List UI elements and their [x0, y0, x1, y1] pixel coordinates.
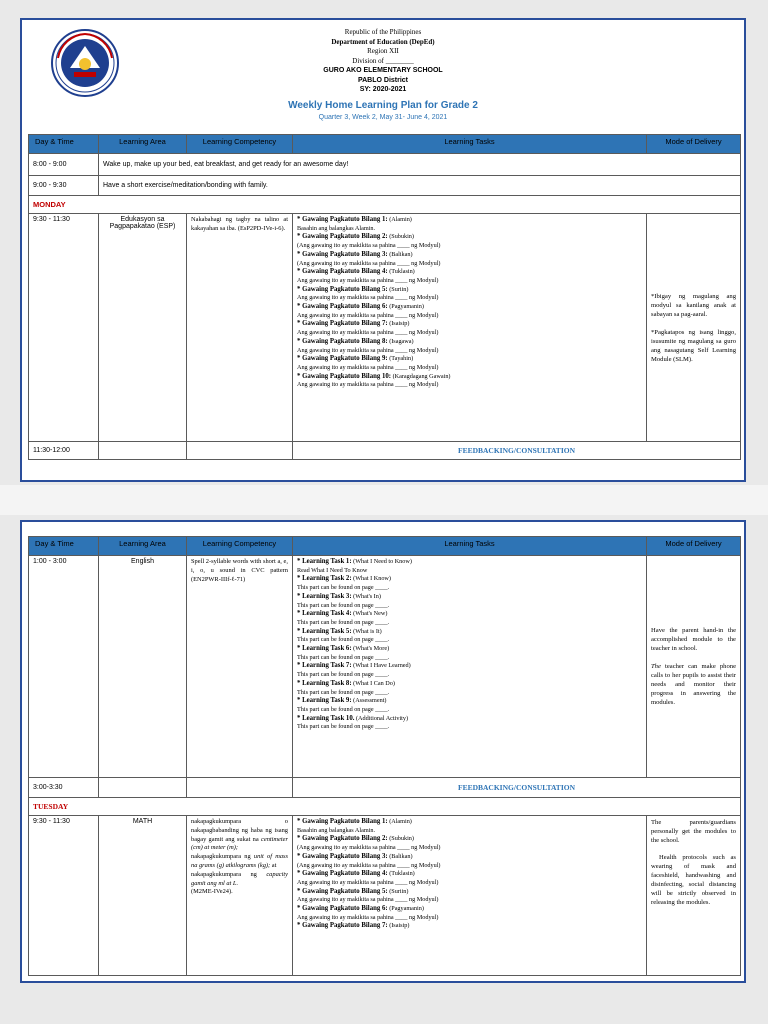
task-description: Ang gawaing ito ay makikita sa pahina ____ ng Modyul): [297, 329, 439, 337]
task-subtitle: (What's More): [351, 645, 390, 653]
republic-label: Republic of the Philippines: [344, 28, 422, 36]
row-time: 3:00-3:30: [29, 778, 99, 798]
task-title: [297, 268, 642, 277]
competency-emph: centimeter (cm) at meter (m);: [191, 835, 288, 852]
row-mode: [647, 556, 741, 778]
row-learning-area: Edukasyon sa Pagpapakatao (ESP): [99, 214, 187, 442]
task-subtitle: (Balikan): [387, 852, 413, 860]
row-learning-area: English: [99, 556, 187, 778]
task-description: This part can be found on page ____.: [297, 653, 390, 661]
task-description: Ang gawaing ito ay makikita sa pahina ____ ng Modyul): [297, 363, 439, 371]
row-tasks: [293, 214, 647, 442]
task-description: Basahin ang balangkas Alamin.: [297, 224, 376, 232]
task-subtitle: (Isagawa): [387, 337, 414, 345]
row-tasks: [293, 556, 647, 778]
task-description: Basahin ang balangkas Alamin.: [297, 826, 376, 834]
task-description: Ang gawaing ito ay makikita sa pahina ____ ng Modyul): [297, 913, 439, 921]
task-subtitle: (What is It): [351, 627, 382, 635]
task-subtitle: (Balikan): [387, 250, 413, 258]
learning-plan-table-1: [28, 134, 741, 460]
row-competency: Spell 2-syllable words with short a, e, i, o, u sound in CVC pattern (EN2PWR-IIIf-ℓ-71): [187, 556, 293, 778]
task-subtitle: (Tayahin): [387, 355, 414, 363]
task-description: This part can be found on page ____.: [297, 636, 390, 644]
task-label: * Gawaing Pagkatuto Bilang 2:: [297, 233, 388, 241]
task-description: Ang gawaing ito ay makikita sa pahina ____ ng Modyul): [297, 381, 439, 389]
task-label: * Gawaing Pagkatuto Bilang 2:: [297, 835, 388, 843]
table-row: [29, 176, 741, 196]
feedback-label: FEEDBACKING/CONSULTATION: [293, 442, 741, 460]
col-learning-area: Learning Area: [99, 537, 187, 556]
row-mode: [647, 816, 741, 976]
competency-text: at: [270, 861, 277, 869]
task-description: Ang gawaing ito ay makikita sa pahina ____ ng Modyul): [297, 276, 439, 284]
empty-cell: [187, 442, 293, 460]
task-title: [297, 373, 642, 382]
district-label: PABLO District: [357, 76, 409, 84]
day-row: [29, 798, 741, 816]
task-title: [297, 922, 642, 931]
col-day-time: Day & Time: [29, 135, 99, 154]
task-subtitle: (What I Need to Know): [351, 558, 412, 565]
table-row: [29, 816, 741, 976]
feedback-label: FEEDBACKING/CONSULTATION: [293, 778, 741, 798]
col-learning-area: Learning Area: [99, 135, 187, 154]
task-title: [297, 338, 642, 347]
task-title: [297, 575, 642, 584]
task-label: * Learning Task 7:: [297, 662, 352, 670]
task-subtitle: (Alamin): [387, 818, 412, 825]
col-day-time: Day & Time: [29, 537, 99, 556]
task-title: [297, 715, 642, 724]
task-label: * Gawaing Pagkatuto Bilang 6:: [297, 303, 388, 311]
school-name: GURO AKO ELEMENTARY SCHOOL: [323, 67, 443, 74]
task-subtitle: (What I Have Learned): [351, 662, 411, 670]
row-mode: [647, 214, 741, 442]
plan-title: Weekly Home Learning Plan for Grade 2: [288, 99, 478, 111]
task-label: * Gawaing Pagkatuto Bilang 7:: [297, 922, 388, 930]
task-title: [297, 355, 642, 364]
col-learning-competency: Learning Competency: [187, 537, 293, 556]
table-row: [29, 556, 741, 778]
task-title: [297, 905, 642, 914]
task-description: This part can be found on page ____.: [297, 601, 390, 609]
task-title: [297, 680, 642, 689]
task-title: [297, 558, 642, 567]
task-description: Ang gawaing ito ay makikita sa pahina ____ ng Modyul): [297, 896, 439, 904]
mode-text: Health protocols such as wearing of mask and faceshield, handwashing and disinfecting, social distancing will be strictly observed in releasing the modules.: [651, 854, 736, 906]
task-description: Ang gawaing ito ay makikita sa pahina ____ ng Modyul): [297, 294, 439, 302]
competency-line: (M2ME-IVe24).: [191, 888, 233, 896]
task-title: [297, 233, 642, 242]
task-subtitle: (Isaisip): [387, 320, 410, 328]
task-label: * Learning Task 5:: [297, 627, 352, 635]
task-description: This part can be found on page ____.: [297, 688, 390, 696]
col-mode-delivery: Mode of Delivery: [647, 537, 741, 556]
plan-subtitle: Quarter 3, Week 2, May 31- June 4, 2021: [318, 113, 448, 121]
task-title: [297, 853, 642, 862]
task-subtitle: (Pagyamanin): [387, 303, 424, 311]
task-label: * Learning Task 6:: [297, 645, 352, 653]
task-description: Ang gawaing ito ay makikita sa pahina ____ ng Modyul): [297, 311, 439, 319]
col-learning-competency: Learning Competency: [187, 135, 293, 154]
task-description: This part can be found on page ____.: [297, 671, 390, 679]
task-title: [297, 835, 642, 844]
day-row: [29, 196, 741, 214]
task-label: * Gawaing Pagkatuto Bilang 1:: [297, 216, 388, 223]
day-label-tuesday: TUESDAY: [29, 798, 741, 816]
task-subtitle: (Pagyamanin): [387, 905, 424, 913]
task-label: * Gawaing Pagkatuto Bilang 8:: [297, 337, 388, 345]
table-header-row: [29, 537, 741, 556]
document-page-1: [20, 18, 746, 482]
row-activity: Wake up, make up your bed, eat breakfast, and get ready for an awesome day!: [99, 154, 741, 176]
task-subtitle: (What's New): [351, 610, 388, 618]
task-description: This part can be found on page ____.: [297, 723, 390, 731]
task-subtitle: (What's In): [351, 592, 381, 600]
task-title: [297, 320, 642, 329]
empty-cell: [99, 442, 187, 460]
task-description: (Ang gawaing ito ay makikita sa pahina ____ ng Modyul): [297, 861, 441, 869]
task-label: * Gawaing Pagkatuto Bilang 10:: [297, 372, 392, 380]
task-description: Ang gawaing ito ay makikita sa pahina ____ ng Modyul): [297, 346, 439, 354]
task-subtitle: (Karagdagang Gawain): [391, 372, 451, 380]
task-description: Ang gawaing ito ay makikita sa pahina ____ ng Modyul): [297, 878, 439, 886]
task-subtitle: (Tuklasin): [387, 268, 415, 276]
task-label: * Gawaing Pagkatuto Bilang 3:: [297, 250, 388, 258]
task-description: (Ang gawaing ito ay makikita sa pahina ____ ng Modyul): [297, 242, 441, 250]
task-title: [297, 645, 642, 654]
task-subtitle: (What I Know): [351, 575, 391, 583]
mode-text: [651, 662, 736, 707]
mode-text: The parents/guardians personally get the modules to the school.: [651, 819, 736, 844]
col-mode-delivery: Mode of Delivery: [647, 135, 741, 154]
learning-plan-table-2: [28, 536, 741, 976]
task-description: Read What I Need To Know: [297, 566, 368, 574]
task-label: * Gawaing Pagkatuto Bilang 6:: [297, 905, 388, 913]
mode-text: Have the parent hand-in the accomplished module to the teacher in school.: [651, 627, 736, 652]
task-label: * Learning Task 4:: [297, 610, 352, 618]
task-title: [297, 888, 642, 897]
row-competency: [187, 816, 293, 976]
row-time: 9:00 - 9:30: [29, 176, 99, 196]
row-time: 8:00 - 9:00: [29, 154, 99, 176]
school-year: SY: 2020-2021: [359, 86, 407, 93]
table-row: [29, 154, 741, 176]
division-label: Division of ________: [352, 56, 414, 65]
task-label: * Gawaing Pagkatuto Bilang 5:: [297, 285, 388, 293]
competency-emph: unit of mass na grams (g) atkilograms (kg);: [191, 853, 288, 869]
col-learning-tasks: Learning Tasks: [293, 537, 647, 556]
task-label: * Gawaing Pagkatuto Bilang 4:: [297, 268, 388, 276]
task-description: (Ang gawaing ito ay makikita sa pahina ____ ng Modyul): [297, 259, 441, 267]
task-title: [297, 697, 642, 706]
task-label: * Learning Task 3:: [297, 592, 352, 600]
task-description: This part can be found on page ____.: [297, 705, 390, 713]
task-subtitle: (Isaisip): [387, 922, 410, 930]
document-header: [22, 28, 744, 121]
department-label: Department of Education (DepEd): [331, 37, 435, 46]
row-tasks: [293, 816, 647, 976]
competency-line: [191, 818, 288, 853]
task-label: * Gawaing Pagkatuto Bilang 7:: [297, 320, 388, 328]
task-title: [297, 593, 642, 602]
task-label: * Learning Task 2:: [297, 575, 352, 583]
empty-cell: [187, 778, 293, 798]
task-title: [297, 251, 642, 260]
task-label: * Gawaing Pagkatuto Bilang 3:: [297, 852, 388, 860]
task-subtitle: (Suriin): [387, 887, 409, 895]
table-row: [29, 778, 741, 798]
mode-text: *Pagkatapos ng isang linggo, isusumite ng magulang sa guro ang nasagutang Self Learning Module (SLM).: [651, 328, 736, 363]
task-title: [297, 818, 642, 827]
mode-text: *Ibigay ng magulang ang modyul sa kanilang anak at sabayan sa pag-aaral.: [651, 292, 736, 318]
row-time: 9:30 - 11:30: [29, 816, 99, 976]
task-label: * Gawaing Pagkatuto Bilang 9:: [297, 355, 388, 363]
competency-text: nakapagkukumpara o nakapagbabanding ng haba ng isang bagay gamit ang sukat na: [191, 818, 288, 843]
task-label: * Learning Task 10.: [297, 714, 355, 722]
task-subtitle: (Alamin): [387, 216, 412, 223]
region-label: Region XII: [367, 47, 399, 55]
task-subtitle: (Subukin): [387, 233, 414, 241]
competency-line: [191, 871, 288, 889]
table-row: [29, 442, 741, 460]
table-row: [29, 214, 741, 442]
task-label: * Gawaing Pagkatuto Bilang 5:: [297, 887, 388, 895]
task-description: This part can be found on page ____.: [297, 618, 390, 626]
row-learning-area: MATH: [99, 816, 187, 976]
task-title: [297, 628, 642, 637]
competency-line: [191, 853, 288, 871]
mode-text-rest: teacher can make phone calls to her pupils to assist their needs and monitor their progress in answering the modules.: [651, 663, 736, 706]
task-label: * Gawaing Pagkatuto Bilang 4:: [297, 870, 388, 878]
row-time: 9:30 - 11:30: [29, 214, 99, 442]
task-subtitle: (Suriin): [387, 285, 409, 293]
task-subtitle: (Assessment): [351, 697, 387, 705]
task-title: [297, 286, 642, 295]
empty-cell: [99, 778, 187, 798]
task-title: [297, 610, 642, 619]
competency-text: nakapagkukumpara ng: [191, 853, 251, 861]
competency-emph: capacity gamit ang ml at L.: [191, 870, 288, 887]
mode-text-emph: The: [651, 663, 661, 670]
row-time: 1:00 - 3:00: [29, 556, 99, 778]
task-subtitle: (Subukin): [387, 835, 414, 843]
task-title: [297, 870, 642, 879]
task-subtitle: (Tuklasin): [387, 870, 415, 878]
task-subtitle: (What I Can Do): [351, 679, 395, 687]
table-header-row: [29, 135, 741, 154]
task-description: This part can be found on page ____.: [297, 584, 390, 592]
task-label: * Learning Task 9:: [297, 697, 352, 705]
task-title: [297, 216, 642, 225]
task-title: [297, 303, 642, 312]
document-page-2: [20, 520, 746, 983]
task-label: * Learning Task 1:: [297, 558, 352, 565]
task-description: (Ang gawaing ito ay makikita sa pahina ____ ng Modyul): [297, 844, 441, 852]
competency-text: nakapagkukumpara ng: [191, 870, 257, 878]
task-title: [297, 662, 642, 671]
task-label: * Learning Task 8:: [297, 679, 352, 687]
task-subtitle: (Additional Activity): [354, 714, 409, 722]
row-activity: Have a short exercise/meditation/bonding with family.: [99, 176, 741, 196]
col-learning-tasks: Learning Tasks: [293, 135, 647, 154]
row-time: 11:30-12:00: [29, 442, 99, 460]
page-gap: [0, 485, 768, 515]
task-label: * Gawaing Pagkatuto Bilang 1:: [297, 818, 388, 825]
row-competency: Nakabahagi ng tagby na talino at kakayahan sa iba. (EsP2PD-IVe-i-6).: [187, 214, 293, 442]
day-label-monday: MONDAY: [29, 196, 741, 214]
